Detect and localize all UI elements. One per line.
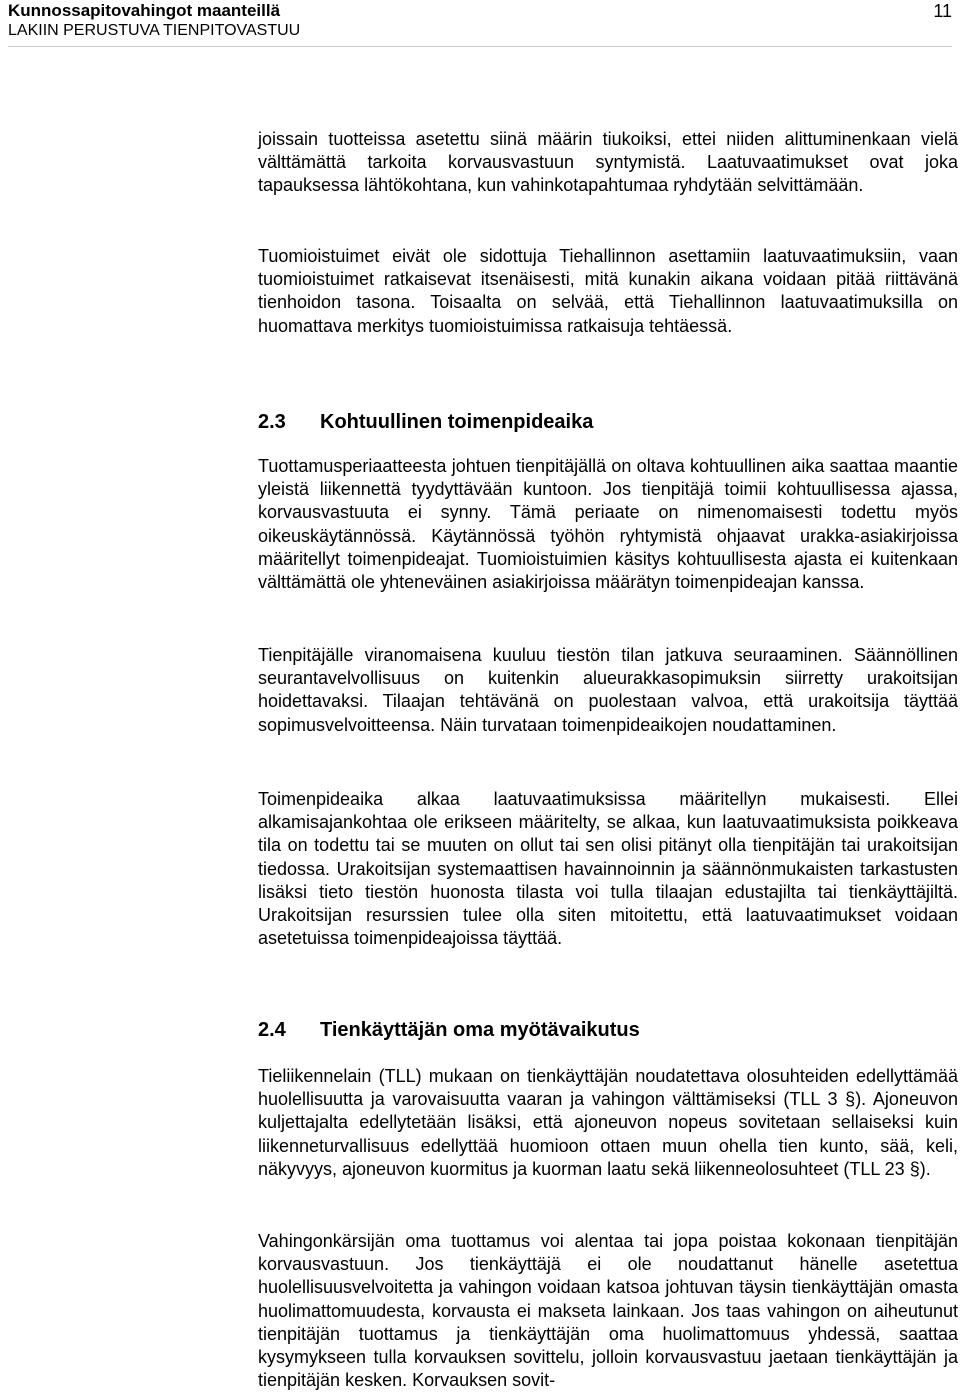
paragraph: Tienpitäjälle viranomaisena kuuluu tiestön tilan jatkuva seuraaminen. Säännöllinen seurantavelvollisuus on kuitenkin alueurakkasopimuksin siirretty urakoitsijan hoidettavaksi. Tilaajan tehtävänä on puolestaan valvoa, että urakoitsija täyttää sopimusvelvoitteensa. Näin turvataan toimenpideaikojen noudattaminen. (258, 645, 958, 735)
paragraph: Vahingonkärsijän oma tuottamus voi alentaa tai jopa poistaa kokonaan tienpitäjän korvausvastuun. Jos tienkäyttäjä ei ole noudattanut hänelle asetettua huolellisuusvelvoitetta ja vahingon voidaan katsoa johtuvan täysin tienkäyttäjän omasta huolimattomuudesta, korvausta ei makseta lainkaan. Jos taas vahingon on aiheutunut tienpitäjän tuottamus ja tienkäyttäjän oma huolimattomuus yhdessä, saattaa kysymykseen tulla korvauksen sovittelu, jolloin korvausvastuu jaetaan tienkäyttäjän ja tienpitäjän kesken. Korvauksen sovit- (258, 1231, 958, 1391)
paragraph: Toimenpideaika alkaa laatuvaatimuksissa määritellyn mukaisesti. Ellei alkamisajankohtaa ole erikseen määritelty, se alkaa, kun laatuvaatimuksista poikkeava tila on todettu tai se muuten on ollut tai sen olisi pitänyt olla tienpitäjän tai urakoitsijan tiedossa. Urakoitsijan systemaattisen havainnoinnin ja säännönmukaisten tarkastusten lisäksi tieto tiestön huonosta tilasta voi tulla tilaajan edustajilta tai tienkäyttäjiltä. Urakoitsijan resurssien tulee olla siten mitoitettu, että laatuvaatimukset voidaan asetetuissa toimenpideajoissa täyttää. (258, 789, 958, 949)
section-number: 2.3 (258, 411, 286, 433)
section-title: Tienkäyttäjän oma myötävaikutus (320, 1019, 640, 1041)
section-heading-2-4 (258, 1018, 958, 1042)
section-heading-2-3 (258, 410, 958, 434)
header-divider (8, 46, 952, 47)
paragraph: Tuomioistuimet eivät ole sidottuja Tiehallinnon asettamiin laatuvaatimuksiin, vaan tuomioistuimet ratkaisevat itsenäisesti, mitä kunakin aikana voidaan pitää riittävänä tienhoidon tasona. Toisaalta on selvää, että Tiehallinnon laatuvaatimuksilla on huomattava merkitys tuomioistuimissa ratkaisuja tehtäessä. (258, 246, 958, 336)
section-number: 2.4 (258, 1019, 286, 1041)
page-header (0, 0, 960, 50)
page-number: 11 (933, 1, 952, 21)
document-title: Kunnossapitovahingot maanteillä (8, 1, 281, 20)
chapter-title: LAKIIN PERUSTUVA TIENPITOVASTUU (8, 22, 301, 39)
paragraph: Tieliikennelain (TLL) mukaan on tienkäyttäjän noudatettava olosuhteiden edellyttämää huolellisuutta ja varovaisuutta vaaran ja vahingon välttämiseksi (TLL 3 §). Ajoneuvon kuljettajalta edellytetään lisäksi, että ajoneuvon nopeus sovitetaan sellaiseksi kuin liikenneturvallisuus edellyttää huomioon ottaen muun ohella tien kunto, sää, keli, näkyvyys, ajoneuvon kuormitus ja kuorman laatu sekä liikenneolosuhteet (TLL 23 §). (258, 1066, 958, 1179)
paragraph: joissain tuotteissa asetettu siinä määrin tiukoiksi, ettei niiden alittuminenkaan vielä välttämättä tarkoita korvausvastuun syntymistä. Laatuvaatimukset ovat joka tapauksessa lähtökohtana, kun vahinkotapahtumaa ryhdytään selvittämään. (258, 129, 958, 196)
section-title: Kohtuullinen toimenpideaika (320, 411, 594, 433)
paragraph: Tuottamusperiaatteesta johtuen tienpitäjällä on oltava kohtuullinen aika saattaa maantie yleistä liikennettä tyydyttävään kuntoon. Jos tienpitäjä toimii kohtuullisessa ajassa, korvausvastuuta ei synny. Tämä periaate on nimenomaisesti todettu myös oikeuskäytännössä. Käytännössä työhön ryhtymistä ohjaavat urakka-asiakirjoissa määritellyt toimenpideajat. Tuomioistuimien käsitys kohtuullisesta ajasta ei kuitenkaan välttämättä ole yhteneväinen asiakirjoissa määrätyn toimenpideajan kanssa. (258, 456, 958, 593)
